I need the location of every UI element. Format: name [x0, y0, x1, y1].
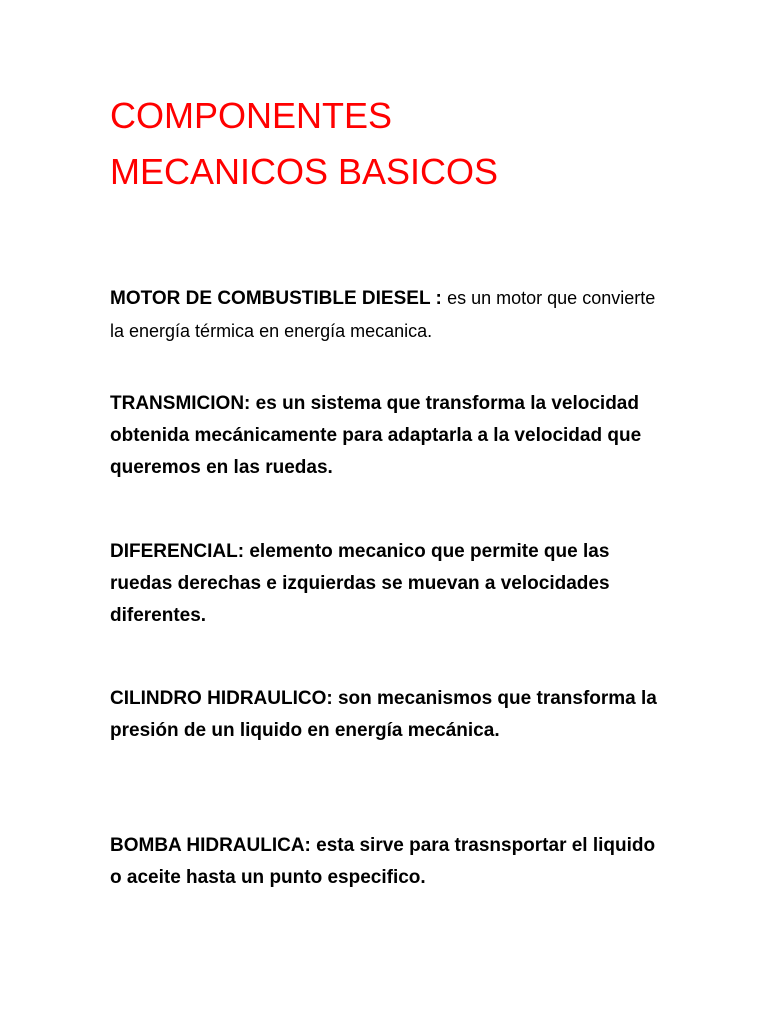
- entry-transmicion: [110, 388, 670, 484]
- entry-definition: elemento mecanico que permite que las ruedas derechas e izquierdas se muevan a velocidades diferentes.: [110, 541, 610, 626]
- title-line-2: MECANICOS BASICOS: [110, 151, 499, 192]
- document-title: [110, 88, 670, 200]
- entry-term: DIFERENCIAL:: [110, 541, 245, 562]
- entry-term: BOMBA HIDRAULICA:: [110, 835, 311, 856]
- entry-definition: es un sistema que transforma la velocidad obtenida mecánicamente para adaptarla a la velocidad que queremos en las ruedas.: [110, 393, 642, 478]
- entry-term: CILINDRO HIDRAULICO:: [110, 688, 333, 709]
- entry-definition: son mecanismos que transforma la presión de un liquido en energía mecánica.: [110, 688, 657, 741]
- entry-definition: esta sirve para trasnsportar el liquido o aceite hasta un punto especifico.: [110, 835, 656, 888]
- entry-diferencial: [110, 536, 670, 632]
- entry-term: MOTOR DE COMBUSTIBLE DIESEL :: [110, 288, 442, 309]
- entry-cilindro-hidraulico: [110, 683, 670, 747]
- entry-motor-diesel: [110, 282, 670, 348]
- entry-term: TRANSMICION:: [110, 393, 251, 414]
- entry-definition: es un motor que convierte la energía térmica en energía mecanica.: [110, 288, 656, 341]
- title-line-1: COMPONENTES: [110, 95, 393, 136]
- entry-bomba-hidraulica: [110, 830, 670, 894]
